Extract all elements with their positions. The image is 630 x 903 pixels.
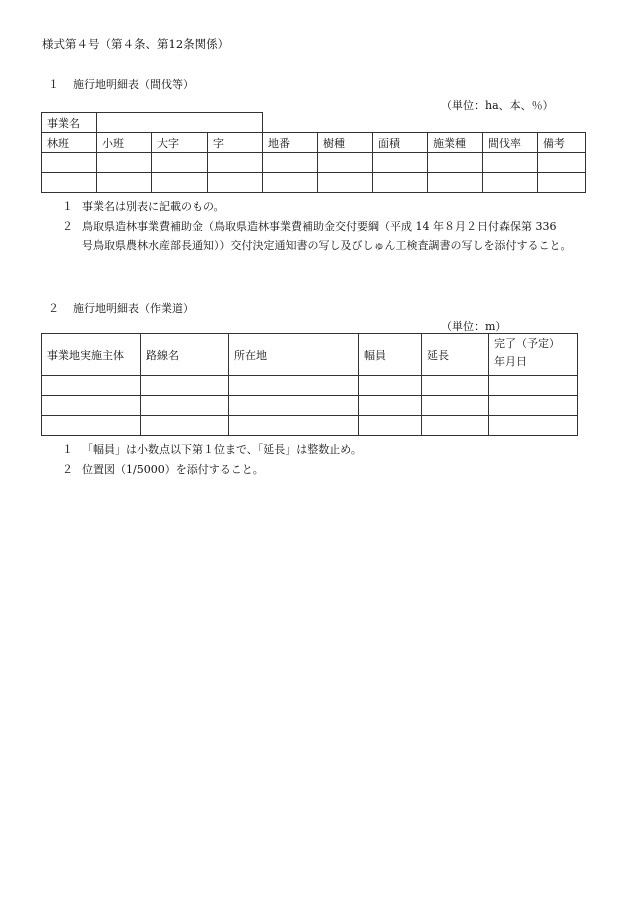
- table-cell[interactable]: [229, 376, 359, 396]
- col-header: 地番: [263, 133, 318, 153]
- col-header: 延長: [422, 334, 489, 376]
- col-header: 小班: [97, 133, 152, 153]
- table-cell[interactable]: [373, 153, 428, 173]
- col-header-line: 年月日: [494, 355, 527, 368]
- note-number: １: [62, 443, 73, 456]
- table-cell[interactable]: [483, 153, 538, 173]
- table-cell[interactable]: [538, 153, 586, 173]
- table-row: [42, 396, 578, 416]
- section2-header-row: [42, 334, 578, 376]
- col-header: 幅員: [359, 334, 422, 376]
- section2-note-1: [62, 441, 362, 457]
- section2-heading-number: ２: [48, 302, 59, 315]
- table-row: [42, 173, 586, 193]
- table-cell[interactable]: [42, 376, 141, 396]
- col-header: 面積: [373, 133, 428, 153]
- table-cell[interactable]: [318, 153, 373, 173]
- section1-note-2: [62, 218, 556, 234]
- table-cell[interactable]: [141, 416, 229, 436]
- table-cell[interactable]: [428, 173, 483, 193]
- section2-unit: （単位：m）: [441, 320, 507, 333]
- table-cell[interactable]: [152, 153, 208, 173]
- section1-heading: [48, 76, 194, 92]
- table-cell[interactable]: [152, 173, 208, 193]
- table-cell[interactable]: [318, 173, 373, 193]
- table-cell[interactable]: [208, 173, 263, 193]
- table-cell[interactable]: [42, 153, 97, 173]
- col-header-line: 完了（予定）: [494, 337, 560, 350]
- table-row: [42, 153, 586, 173]
- note-text: 位置図（1/5000）を添付すること。: [82, 463, 264, 476]
- table-cell[interactable]: [422, 416, 489, 436]
- col-header: 樹種: [318, 133, 373, 153]
- table-cell[interactable]: [97, 173, 152, 193]
- table-cell[interactable]: [97, 153, 152, 173]
- note-text: 「幅員」は小数点以下第１位まで、「延長」は整数止め。: [82, 443, 362, 456]
- note-number: ２: [62, 463, 73, 476]
- business-name-label: 事業名: [42, 113, 97, 133]
- col-header: 所在地: [229, 334, 359, 376]
- table-cell[interactable]: [42, 396, 141, 416]
- table-cell[interactable]: [489, 376, 578, 396]
- table-cell[interactable]: [263, 153, 318, 173]
- table-cell[interactable]: [422, 376, 489, 396]
- table-cell[interactable]: [483, 173, 538, 193]
- table-cell[interactable]: [42, 173, 97, 193]
- note-number: １: [62, 200, 73, 213]
- section2-heading: [48, 300, 194, 316]
- col-header: 事業地実施主体: [42, 334, 141, 376]
- col-header: 備考: [538, 133, 586, 153]
- table-cell[interactable]: [229, 396, 359, 416]
- col-header: 大字: [152, 133, 208, 153]
- section1-note-1: [62, 198, 225, 214]
- table-cell[interactable]: [141, 396, 229, 416]
- table-cell[interactable]: [359, 416, 422, 436]
- section1-heading-number: １: [48, 78, 59, 91]
- col-header: 路線名: [141, 334, 229, 376]
- table-cell[interactable]: [489, 396, 578, 416]
- table-cell[interactable]: [428, 153, 483, 173]
- table-cell[interactable]: [373, 173, 428, 193]
- note-text: 事業名は別表に記載のもの。: [82, 200, 225, 213]
- business-name-value[interactable]: [97, 113, 263, 133]
- col-header: 施業種: [428, 133, 483, 153]
- section2-note-2: [62, 461, 264, 477]
- col-header: 字: [208, 133, 263, 153]
- table-row: [42, 416, 578, 436]
- table-cell[interactable]: [422, 396, 489, 416]
- note-number: ２: [62, 220, 73, 233]
- section1-unit: （単位：ha、本、％）: [441, 99, 554, 112]
- table-cell[interactable]: [42, 416, 141, 436]
- section2-heading-text: 施行地明細表（作業道）: [73, 302, 194, 315]
- table-cell[interactable]: [263, 173, 318, 193]
- section1-heading-text: 施行地明細表（間伐等）: [73, 78, 194, 91]
- table-cell[interactable]: [141, 376, 229, 396]
- blank-area: [263, 113, 586, 133]
- section2-table: [41, 333, 578, 436]
- table-cell[interactable]: [538, 173, 586, 193]
- table-row: [42, 376, 578, 396]
- note-text: 鳥取県造林事業費補助金（鳥取県造林事業費補助金交付要綱（平成 14 年８月２日付森保第 336: [82, 220, 557, 233]
- table-cell[interactable]: [229, 416, 359, 436]
- col-header: 間伐率: [483, 133, 538, 153]
- table-cell[interactable]: [489, 416, 578, 436]
- table-cell[interactable]: [208, 153, 263, 173]
- col-header-completion-date: [489, 334, 578, 376]
- business-name-row: [42, 113, 586, 133]
- section1-note-2-continued: 号鳥取県農林水産部長通知））交付決定通知書の写し及びしゅん工検査調書の写しを添付すること。: [82, 239, 572, 252]
- table-cell[interactable]: [359, 396, 422, 416]
- section1-table: [41, 112, 586, 193]
- form-title: 様式第４号（第４条、第12条関係）: [42, 37, 230, 51]
- table-cell[interactable]: [359, 376, 422, 396]
- col-header: 林班: [42, 133, 97, 153]
- section1-header-row: [42, 133, 586, 153]
